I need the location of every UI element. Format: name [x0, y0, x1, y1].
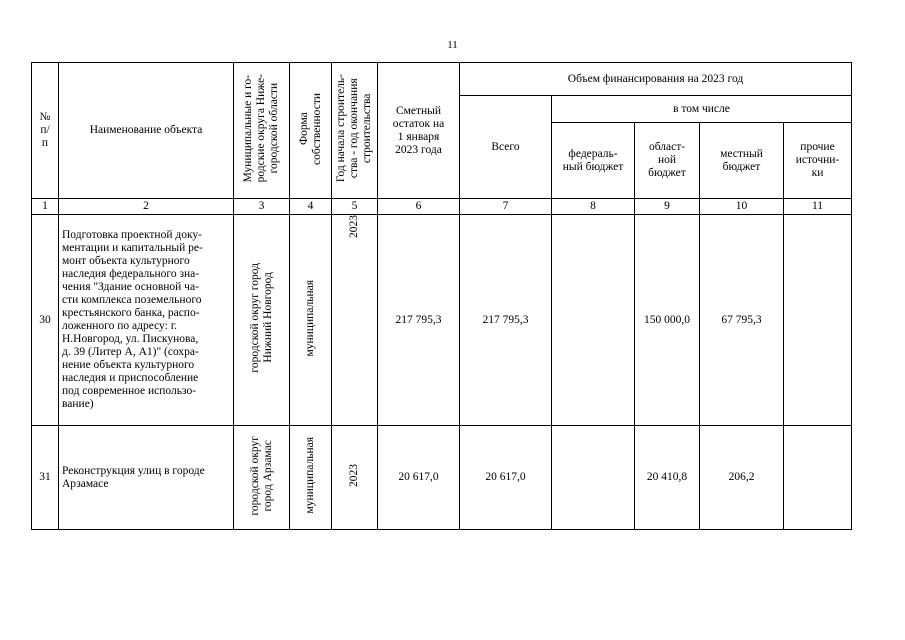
ownership-cell: муниципальная: [290, 426, 332, 530]
table-row: [32, 215, 852, 426]
header-years: Год начала строитель- ства - год окончания строительства: [332, 63, 378, 199]
federal-cell: [552, 215, 635, 426]
header-financing: Объем финансирования на 2023 год: [460, 63, 852, 96]
column-number: 6: [378, 199, 460, 215]
municipality-cell: городской округ город Арзамас: [234, 426, 290, 530]
column-number: 7: [460, 199, 552, 215]
row-number: 30: [32, 215, 59, 426]
header-federal: федераль- ный бюджет: [552, 123, 635, 199]
other-cell: [784, 426, 852, 530]
total-cell: 217 795,3: [460, 215, 552, 426]
column-number: 4: [290, 199, 332, 215]
header-municipality: Муниципальные и го- родские округа Ниже- городской области: [234, 63, 290, 199]
years-cell: 2023: [332, 426, 378, 530]
object-name: Подготовка проектной доку- ментации и капитальный ре- монт объекта культурного наследия федерального зна- чения "Здание основной ча- сти комплекса поземельного крестьянского банка, распо- ложенного по адресу: г. Н.Новгород, ул. Пискунова, д. 39 (Литер А, А1)" (сохра- нение объекта культурного наследия и приспособление под современное использо- вание): [59, 215, 234, 426]
header-including: в том числе: [552, 96, 852, 123]
estimate-cell: 217 795,3: [378, 215, 460, 426]
local-cell: 67 795,3: [700, 215, 784, 426]
other-cell: [784, 215, 852, 426]
ownership-cell: муниципальная: [290, 215, 332, 426]
total-cell: 20 617,0: [460, 426, 552, 530]
column-number: 1: [32, 199, 59, 215]
regional-cell: 20 410,8: [635, 426, 700, 530]
row-number: 31: [32, 426, 59, 530]
header-num: № п/ п: [32, 63, 59, 199]
estimate-cell: 20 617,0: [378, 426, 460, 530]
object-name: Реконструкция улиц в городе Арзамасе: [59, 426, 234, 530]
header-ownership: Форма собственности: [290, 63, 332, 199]
column-number: 5: [332, 199, 378, 215]
column-number-row: [32, 199, 852, 215]
header-regional: област- ной бюджет: [635, 123, 700, 199]
header-other: прочие источни- ки: [784, 123, 852, 199]
column-number: 2: [59, 199, 234, 215]
page-number: 11: [447, 39, 458, 51]
header-local: местный бюджет: [700, 123, 784, 199]
financing-table: [31, 62, 852, 530]
regional-cell: 150 000,0: [635, 215, 700, 426]
federal-cell: [552, 426, 635, 530]
years-cell: 2023: [332, 215, 378, 426]
header-total: Всего: [460, 96, 552, 199]
municipality-cell: городской округ город Нижний Новгород: [234, 215, 290, 426]
column-number: 3: [234, 199, 290, 215]
column-number: 8: [552, 199, 635, 215]
table-row: [32, 426, 852, 530]
header-estimate: Сметный остаток на 1 января 2023 года: [378, 63, 460, 199]
column-number: 11: [784, 199, 852, 215]
column-number: 10: [700, 199, 784, 215]
local-cell: 206,2: [700, 426, 784, 530]
header-name: Наименование объекта: [59, 63, 234, 199]
column-number: 9: [635, 199, 700, 215]
